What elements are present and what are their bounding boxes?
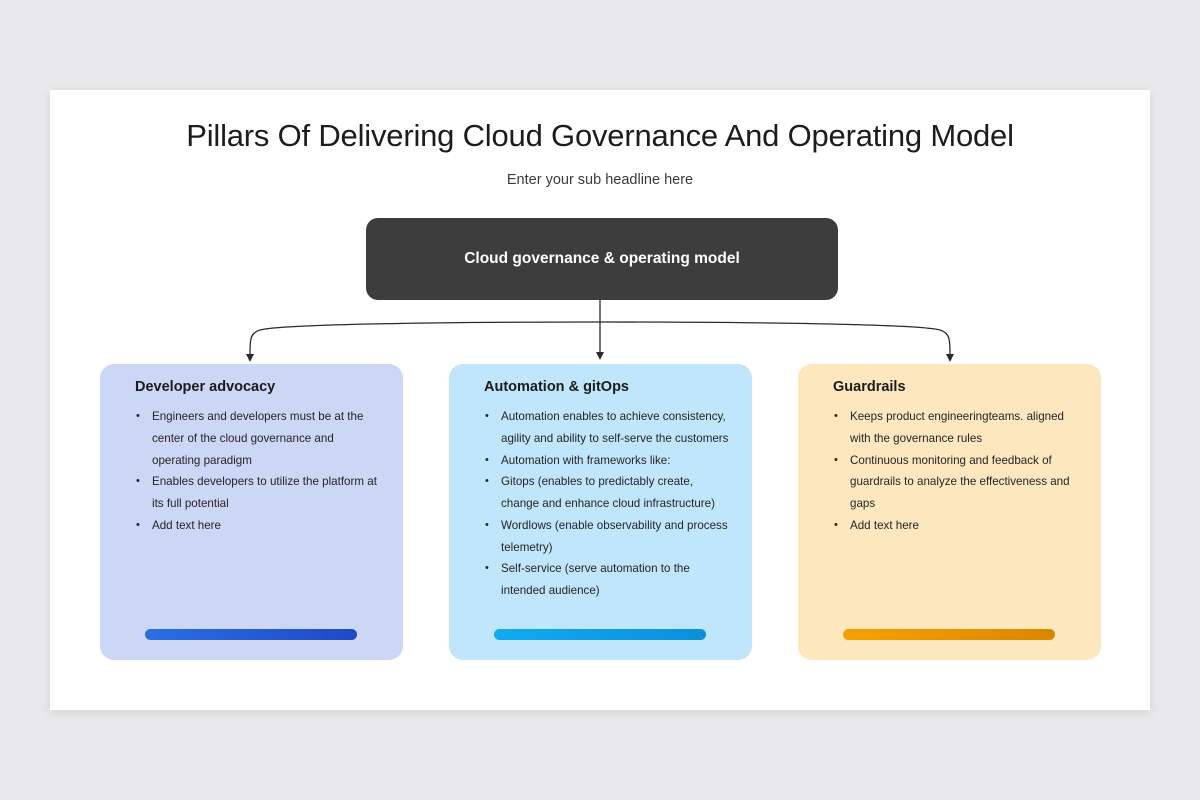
page-subtitle: Enter your sub headline here — [506, 172, 694, 188]
pillar-card-2 — [449, 364, 752, 660]
pillar-card-1-bullets — [134, 406, 384, 537]
list-item: • Automation with frameworks like: — [483, 450, 733, 472]
list-item: • Engineers and developers must be at the center of the cloud governance and operating paradigm — [134, 406, 384, 471]
list-item: • Self-service (serve automation to the intended audience) — [483, 558, 733, 602]
list-item: • Continuous monitoring and feedback of guardrails to analyze the effectiveness and gaps — [832, 450, 1082, 515]
pillar-card-3 — [798, 364, 1101, 660]
list-item: • Wordlows (enable observability and process telemetry) — [483, 515, 733, 559]
pillar-card-1-accent-bar — [145, 629, 357, 640]
page-title: Pillars Of Delivering Cloud Governance And Operating Model — [186, 118, 1014, 153]
pillar-card-2-title: Automation & gitOps — [484, 379, 629, 395]
list-item: • Gitops (enables to predictably create, change and enhance cloud infrastructure) — [483, 471, 733, 515]
list-item: • Add text here — [832, 515, 1082, 537]
list-item: • Enables developers to utilize the platform at its full potential — [134, 471, 384, 515]
pillar-card-1 — [100, 364, 403, 660]
pillar-card-2-accent-bar — [494, 629, 706, 640]
slide-canvas — [50, 90, 1150, 710]
root-node — [366, 218, 838, 300]
list-item: • Automation enables to achieve consistency, agility and ability to self-serve the customers — [483, 406, 733, 450]
pillar-card-1-title: Developer advocacy — [135, 379, 276, 395]
root-node-label: Cloud governance & operating model — [464, 249, 740, 267]
pillar-card-2-bullets — [483, 406, 733, 602]
pillar-card-3-title: Guardrails — [833, 379, 906, 395]
pillar-card-3-bullets — [832, 406, 1082, 537]
pillar-card-3-accent-bar — [843, 629, 1055, 640]
list-item: • Keeps product engineeringteams. aligned with the governance rules — [832, 406, 1082, 450]
list-item: • Add text here — [134, 515, 384, 537]
